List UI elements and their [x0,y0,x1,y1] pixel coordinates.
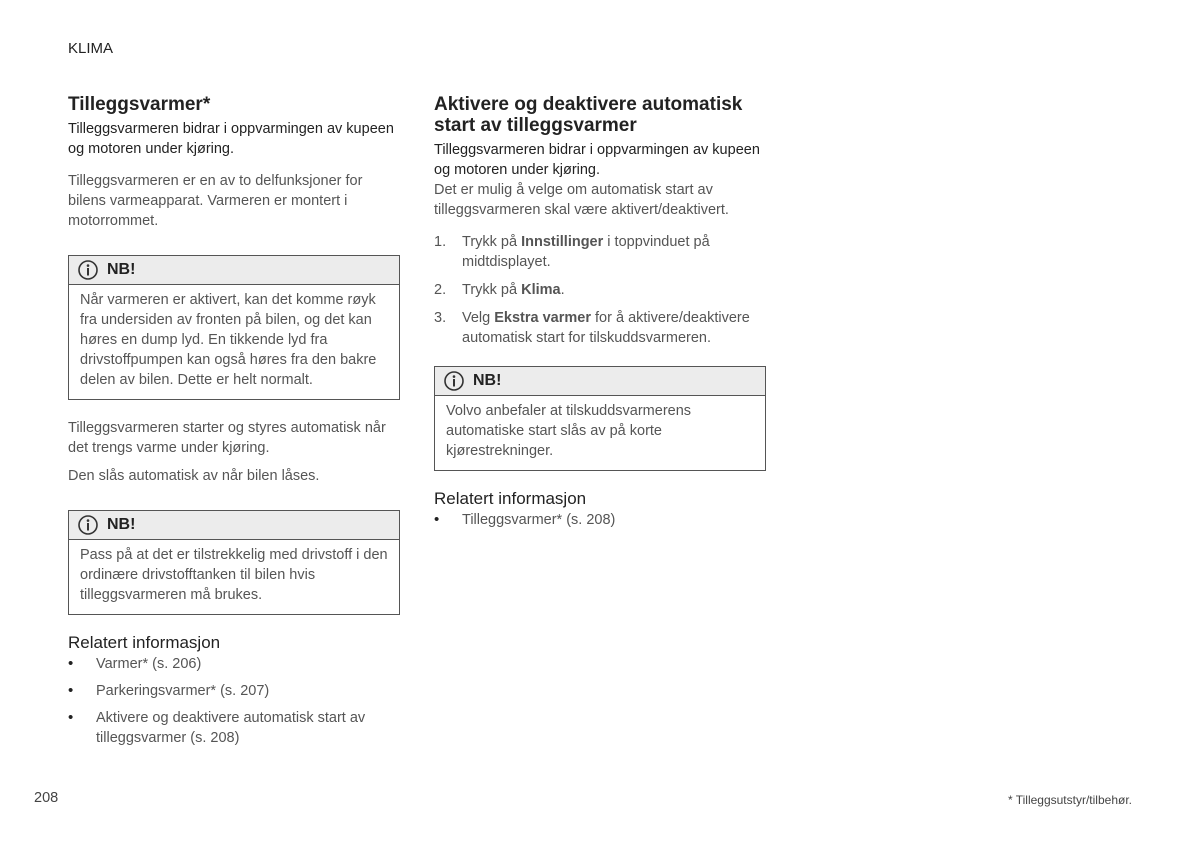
info-icon [77,514,99,536]
note-box [68,255,400,400]
note-title: NB! [107,261,136,278]
step-text: . [560,282,565,298]
related-list [434,510,766,530]
step-text: Trykk på [462,234,522,250]
footnote: * Tilleggsutstyr/tilbehør. [1007,793,1132,807]
note-box [434,366,766,471]
section-header: KLIMA [68,40,114,57]
info-icon [443,370,465,392]
note-body: Pass på at det er tilstrekkelig med drivstoff i den ordinære drivstofftanken til bilen hvis tilleggsvarmeren må brukes. [80,547,388,603]
step-text: Velg [462,310,495,326]
section-title: Aktivere og deaktivere automatisk start av tilleggsvarmer [434,94,743,136]
step-number: 1. [434,234,447,250]
note-header [435,367,765,396]
step-text: i toppvinduet på midtdisplayet. [462,234,710,270]
step-item [434,232,766,272]
note-header [69,256,399,285]
body-paragraph: Tilleggsvarmeren er en av to delfunksjoner for bilens varmeapparat. Varmeren er montert i motorrommet. [68,173,363,229]
note-box [68,510,400,615]
lead-text: Tilleggsvarmeren bidrar i oppvarmingen av kupeen og motoren under kjøring. [68,121,394,157]
related-link[interactable]: • Tilleggsvarmer* (s. 208) [434,510,766,530]
related-heading: Relatert informasjon [434,489,587,508]
page-number: 208 [34,790,59,806]
info-icon [77,259,99,281]
related-list [68,654,400,748]
ui-term: Klima [521,282,561,298]
step-item [434,280,766,300]
note-header [69,511,399,540]
related-link[interactable]: • Parkeringsvarmer* (s. 207) [68,681,400,701]
step-number: 3. [434,310,447,326]
related-heading: Relatert informasjon [68,633,221,652]
ui-term: Innstillinger [521,234,604,250]
step-text: Trykk på [462,282,522,298]
body-paragraph: Den slås automatisk av når bilen låses. [68,468,320,484]
note-title: NB! [473,372,502,389]
note-title: NB! [107,516,136,533]
step-text: for å aktivere/deaktivere automatisk start for tilskuddsvarmeren. [462,310,750,346]
step-item [434,308,766,348]
related-link[interactable]: • Varmer* (s. 206) [68,654,400,674]
note-body: Volvo anbefaler at tilskuddsvarmerens automatiske start slås av på korte kjørestrekninger. [446,403,692,459]
ui-term: Ekstra varmer [494,310,591,326]
note-body: Når varmeren er aktivert, kan det komme røyk fra undersiden av fronten på bilen, og det kan høres en dump lyd. En tikkende lyd fra drivstoffpumpen kan også høres fra den bakre delen av bilen. Dette er helt normalt. [80,292,377,388]
lead-text: Tilleggsvarmeren bidrar i oppvarmingen av kupeen og motoren under kjøring. [434,142,760,178]
right-column [434,94,766,537]
section-title: Tilleggsvarmer* [68,94,211,115]
step-number: 2. [434,282,447,298]
left-column [68,94,400,755]
body-paragraph: Det er mulig å velge om automatisk start av tilleggsvarmeren skal være aktivert/deaktivert. [434,182,729,218]
related-link[interactable]: • Aktivere og deaktivere automatisk start av tilleggsvarmer (s. 208) [68,708,400,748]
body-paragraph: Tilleggsvarmeren starter og styres automatisk når det trengs varme under kjøring. [68,420,386,456]
steps-list [434,232,766,348]
